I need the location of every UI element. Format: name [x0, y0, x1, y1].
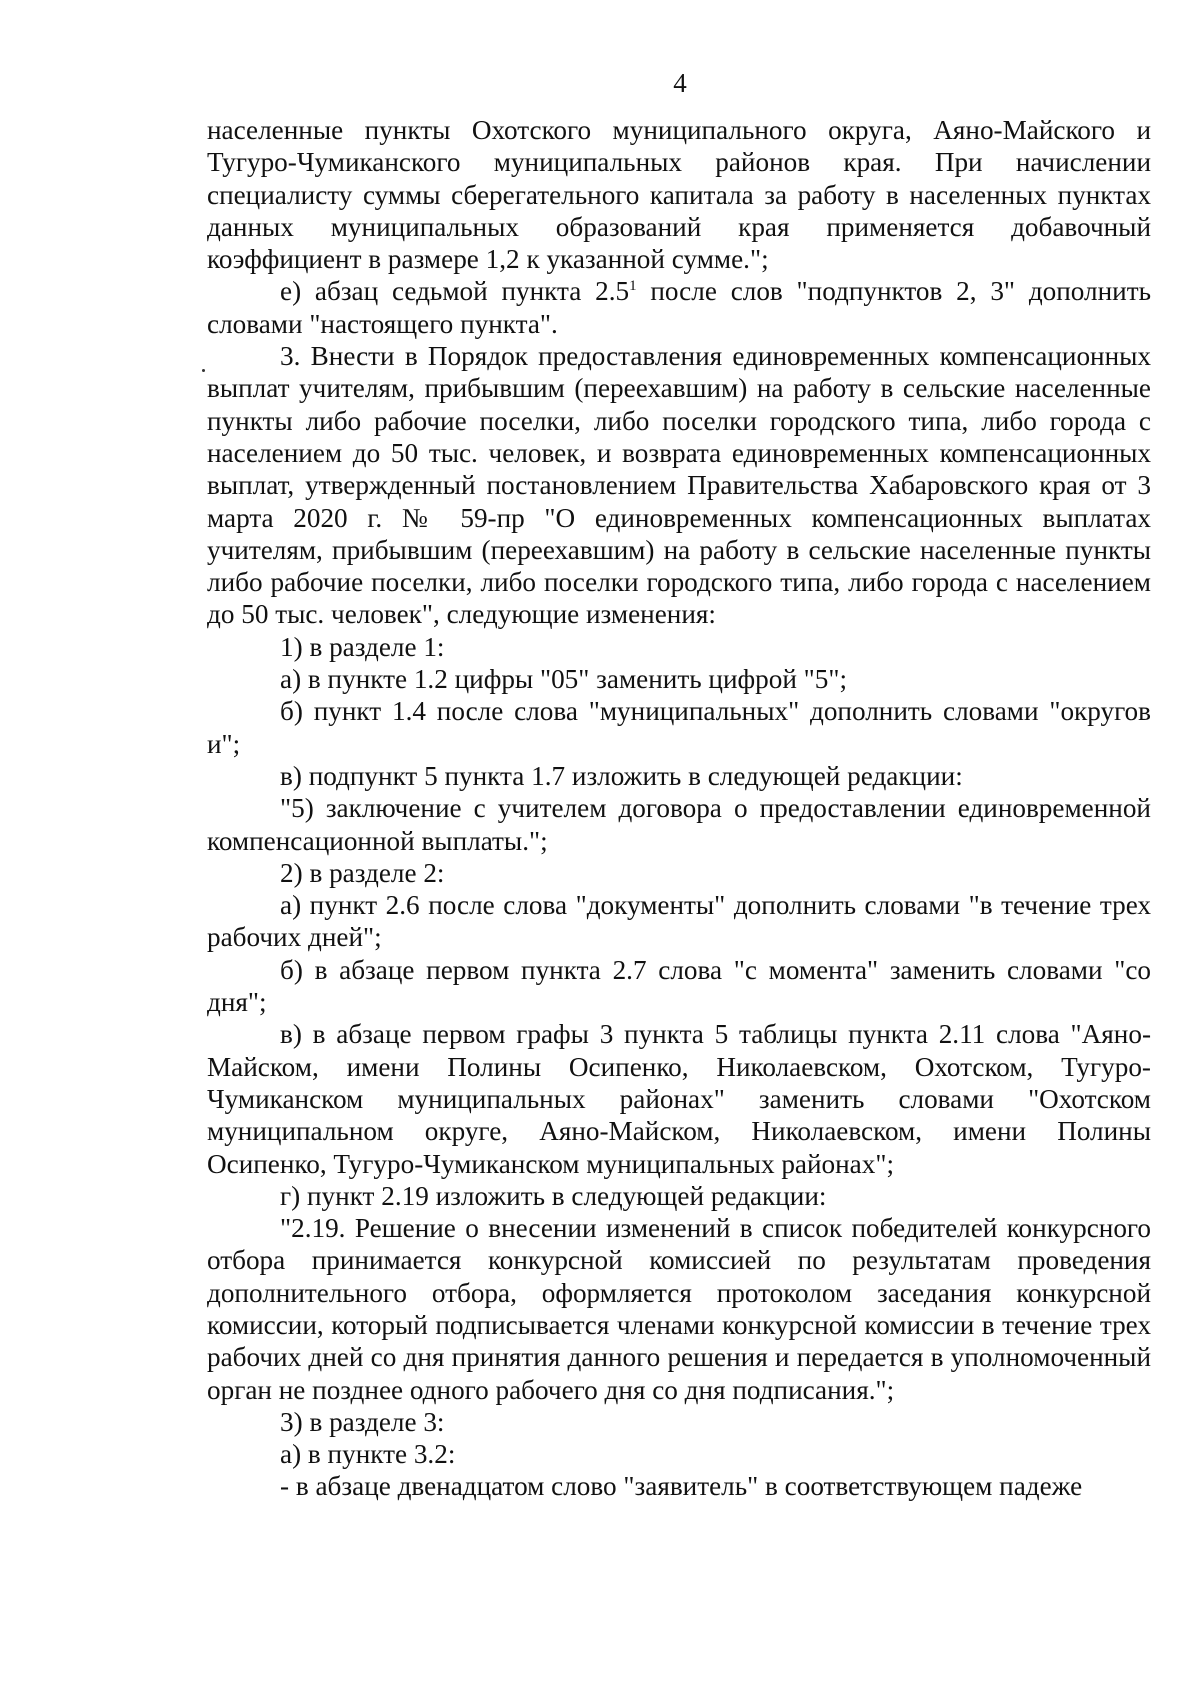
paragraph-text: е) абзац седьмой пункта 2.5	[280, 276, 630, 307]
paragraph-item-v: в) подпункт 5 пункта 1.7 изложить в следующей редакции:	[280, 760, 963, 791]
paragraph-item-e	[207, 275, 1151, 340]
paragraph-item-b: б) в абзаце первом пункта 2.7 слова "с момента" заменить словами "со дня";	[207, 954, 1151, 1018]
document-body	[207, 114, 1151, 1503]
paragraph-item-g: г) пункт 2.19 изложить в следующей редакции:	[280, 1180, 827, 1211]
paragraph-item-a: а) в пункте 1.2 цифры "05" заменить цифрой "5";	[280, 664, 848, 695]
superscript: 1	[629, 278, 637, 295]
paragraph-subsection-1: 1) в разделе 1:	[280, 631, 445, 662]
paragraph-quote-5: "5) заключение с учителем договора о предоставлении единовременной компенсационной выплаты.";	[207, 793, 1151, 856]
paragraph-item-v: в) в абзаце первом графы 3 пункта 5 таблицы пункта 2.11 слова "Аяно-Майском, имени Полины Осипенко, Николаевском, Охотском, Тугуро-Чумиканском муниципальных районах" заменить словами "Охотском муниципальном округе, Аяно-Майском, Николаевском, имени Полины Осипенко, Тугуро-Чумиканском муниципальных районах";	[207, 1019, 1151, 1179]
paragraph-quote-2-19: "2.19. Решение о внесении изменений в список победителей конкурсного отбора принимается конкурсной комиссией по результатам проведения дополнительного отбора, оформляется протоколом заседания конкурсной комиссии, который подписывается членами конкурсной комиссии в течение трех рабочих дней со дня принятия данного решения и передается в уполномоченный орган не позднее одного рабочего дня со дня подписания.";	[207, 1213, 1151, 1405]
paragraph-item-b: б) пункт 1.4 после слова "муниципальных" дополнить словами "округов и";	[207, 696, 1151, 759]
scan-speck	[202, 369, 205, 372]
paragraph-item-a: а) в пункте 3.2:	[280, 1439, 456, 1470]
paragraph-continuation: населенные пункты Охотского муниципального округа, Аяно-Майского и Тугуро-Чумиканского муниципальных районов края. При начислении специалисту суммы сберегательного капитала за работу в населенных пунктах данных муниципальных образований края применяется добавочный коэффициент в размере 1,2 к указанной сумме.";	[207, 115, 1151, 275]
paragraph-dash-item: - в абзаце двенадцатом слово "заявитель" в соответствующем падеже	[280, 1471, 1083, 1502]
paragraph-item-a: а) пункт 2.6 после слова "документы" дополнить словами "в течение трех рабочих дней";	[207, 890, 1151, 953]
paragraph-text: после слов "подпунктов 2, 3" дополнить словами "настоящего пункта".	[207, 276, 1151, 339]
paragraph-subsection-3: 3) в разделе 3:	[280, 1406, 445, 1437]
paragraph-subsection-2: 2) в разделе 2:	[280, 857, 445, 888]
paragraph-section-3: 3. Внести в Порядок предоставления единовременных компенсационных выплат учителям, прибывшим (переехавшим) на работу в сельские населенные пункты либо рабочие поселки, либо поселки городского типа, либо города с населением до 50 тыс. человек, и возврата единовременных компенсационных выплат, утвержденный постановлением Правительства Хабаровского края от 3 марта 2020 г. № 59-пр "О единовременных компенсационных выплатах учителям, прибывшим (переехавшим) на работу в сельские населенные пункты либо рабочие поселки, либо поселки городского типа, либо города с населением до 50 тыс. человек", следующие изменения:	[207, 341, 1151, 630]
page-number: 4	[673, 68, 687, 98]
